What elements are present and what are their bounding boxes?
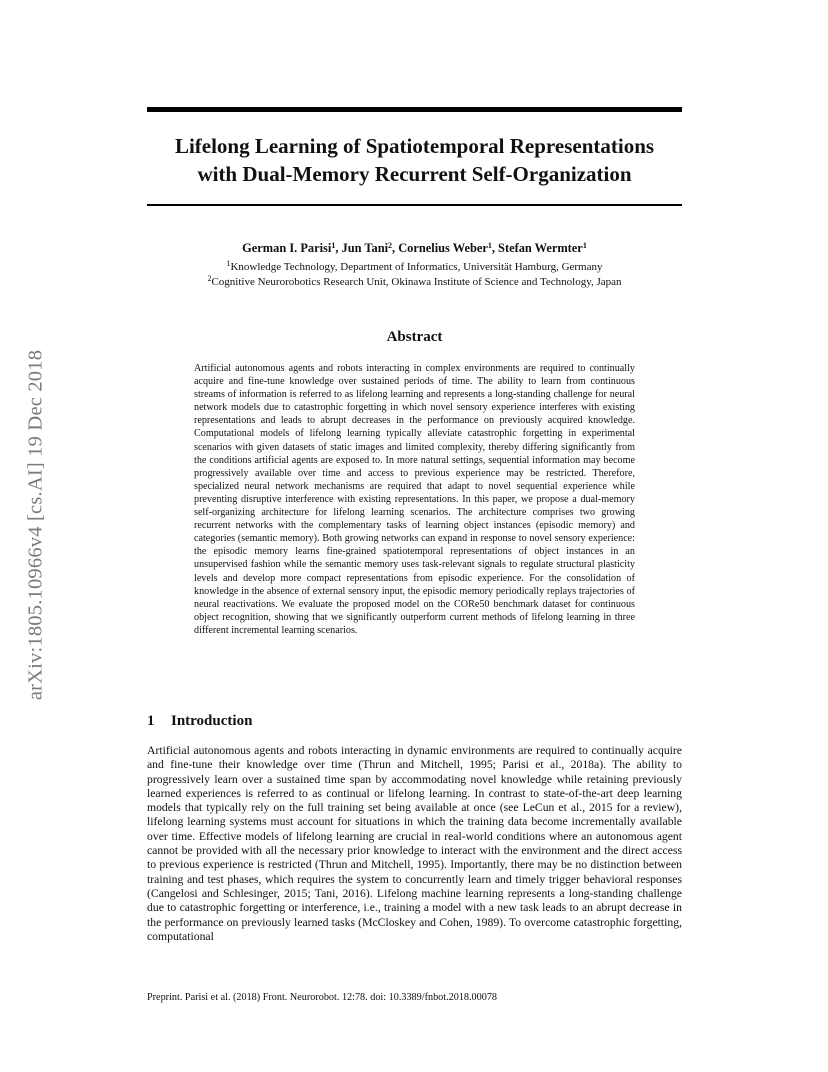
affiliation-1: [147, 260, 682, 275]
paper-title-line-2: with Dual-Memory Recurrent Self-Organization: [197, 162, 632, 186]
paper-title: [147, 132, 682, 188]
introduction-body: Artificial autonomous agents and robots interacting in dynamic environments are required to continually acquire and fine-tune their knowledge over time (Thrun and Mitchell, 1995; Parisi et al., 2018a). The ability to progressively learn over a sustained time span by accommodating novel knowledge while retaining previously learned experiences is referred to as continual or lifelong learning. In contrast to state-of-the-art deep learning models that typically rely on the full training set being available at once (see LeCun et al., 2015 for a review), lifelong learning systems must account for situations in which the training data become incrementally available over time. Effective models of lifelong learning are crucial in real-world conditions where an autonomous agent cannot be provided with all the necessary prior knowledge to interact with the environment and the direct access to previous experience is restricted (Thrun and Mitchell, 1995). Importantly, there may be no distinction between training and test phases, which requires the system to concurrently learn and timely trigger behavioral responses (Cangelosi and Schlesinger, 2015; Tani, 2016). Lifelong machine learning represents a long-standing challenge due to catastrophic forgetting or interference, i.e., training a model with a new task leads to an abrupt decrease in the performance on previously learned tasks (McCloskey and Cohen, 1989). To overcome catastrophic forgetting, computational: [147, 744, 682, 943]
abstract-body: Artificial autonomous agents and robots interacting in complex environments are required to continually acquire and fine-tune knowledge over sustained periods of time. The ability to learn from continuous streams of information is referred to as lifelong learning and represents a long-standing challenge for neural network models due to catastrophic forgetting in which novel sensory experience interferes with existing representations and leads to abrupt decreases in the performance on previously acquired knowledge. Computational models of lifelong learning typically alleviate catastrophic forgetting in experimental scenarios with given datasets of static images and limited complexity, thereby differing significantly from the conditions artificial agents are exposed to. In more natural settings, sequential information may become progressively available over time and access to previous experience may be restricted. Therefore, specialized neural network mechanisms are required that adapt to novel sequential experience while preventing disruptive interference with existing representations. In this paper, we propose a dual-memory self-organizing architecture for lifelong learning scenarios. The architecture comprises two growing recurrent networks with the complementary tasks of learning object instances (episodic memory) and categories (semantic memory). Both growing networks can expand in response to novel sensory experience: the episodic memory learns fine-grained spatiotemporal representations of object instances in an unsupervised fashion while the semantic memory uses task-relevant signals to regulate structural plasticity levels and develop more compact representations from episodic experience. For the consolidation of knowledge in the absence of external sensory input, the episodic memory periodically replays trajectories of neural reactivations. We evaluate the proposed model on the CORe50 benchmark dataset for continuous object recognition, showing that we significantly outperform current methods of lifelong learning in three different incremental learning scenarios.: [194, 363, 635, 636]
arxiv-identifier-text: arXiv:1805.10966v4 [cs.AI] 19 Dec 2018: [24, 349, 47, 701]
section-title: Introduction: [171, 713, 253, 729]
affiliation-number: 2: [207, 274, 212, 283]
author-name: Cornelius Weber: [398, 241, 488, 255]
author-list: German I. Parisi$^1$, Jun Tani$^2$, Cornelius Weber$^1$, Stefan Wermter$^1$: [242, 241, 587, 255]
affiliation-2: [147, 275, 682, 290]
author-affiliation-mark: 2: [388, 241, 393, 250]
title-bottom-rule: [147, 204, 682, 206]
section-number: 1: [147, 713, 155, 729]
affiliation-number: 1: [226, 259, 231, 268]
author-name: Stefan Wermter: [498, 241, 583, 255]
author-name: German I. Parisi: [242, 241, 332, 255]
author-affiliation-mark: 1: [487, 241, 492, 250]
paper-title-line-1: Lifelong Learning of Spatiotemporal Representations: [174, 134, 655, 158]
title-top-rule: [147, 107, 682, 112]
preprint-footer: Preprint. Parisi et al. (2018) Front. Neurorobot. 12:78. doi: 10.3389/fnbot.2018.00078: [147, 992, 498, 1003]
affiliation-text: Knowledge Technology, Department of Informatics, Universität Hamburg, Germany: [230, 261, 603, 273]
abstract-heading: Abstract: [386, 329, 443, 345]
affiliation-text: Cognitive Neurorobotics Research Unit, Okinawa Institute of Science and Technology, Japan: [211, 276, 622, 288]
author-affiliation-mark: 1: [582, 241, 587, 250]
section-heading-introduction: [147, 712, 252, 730]
author-affiliation-mark: 1: [331, 241, 336, 250]
author-name: Jun Tani: [341, 241, 389, 255]
